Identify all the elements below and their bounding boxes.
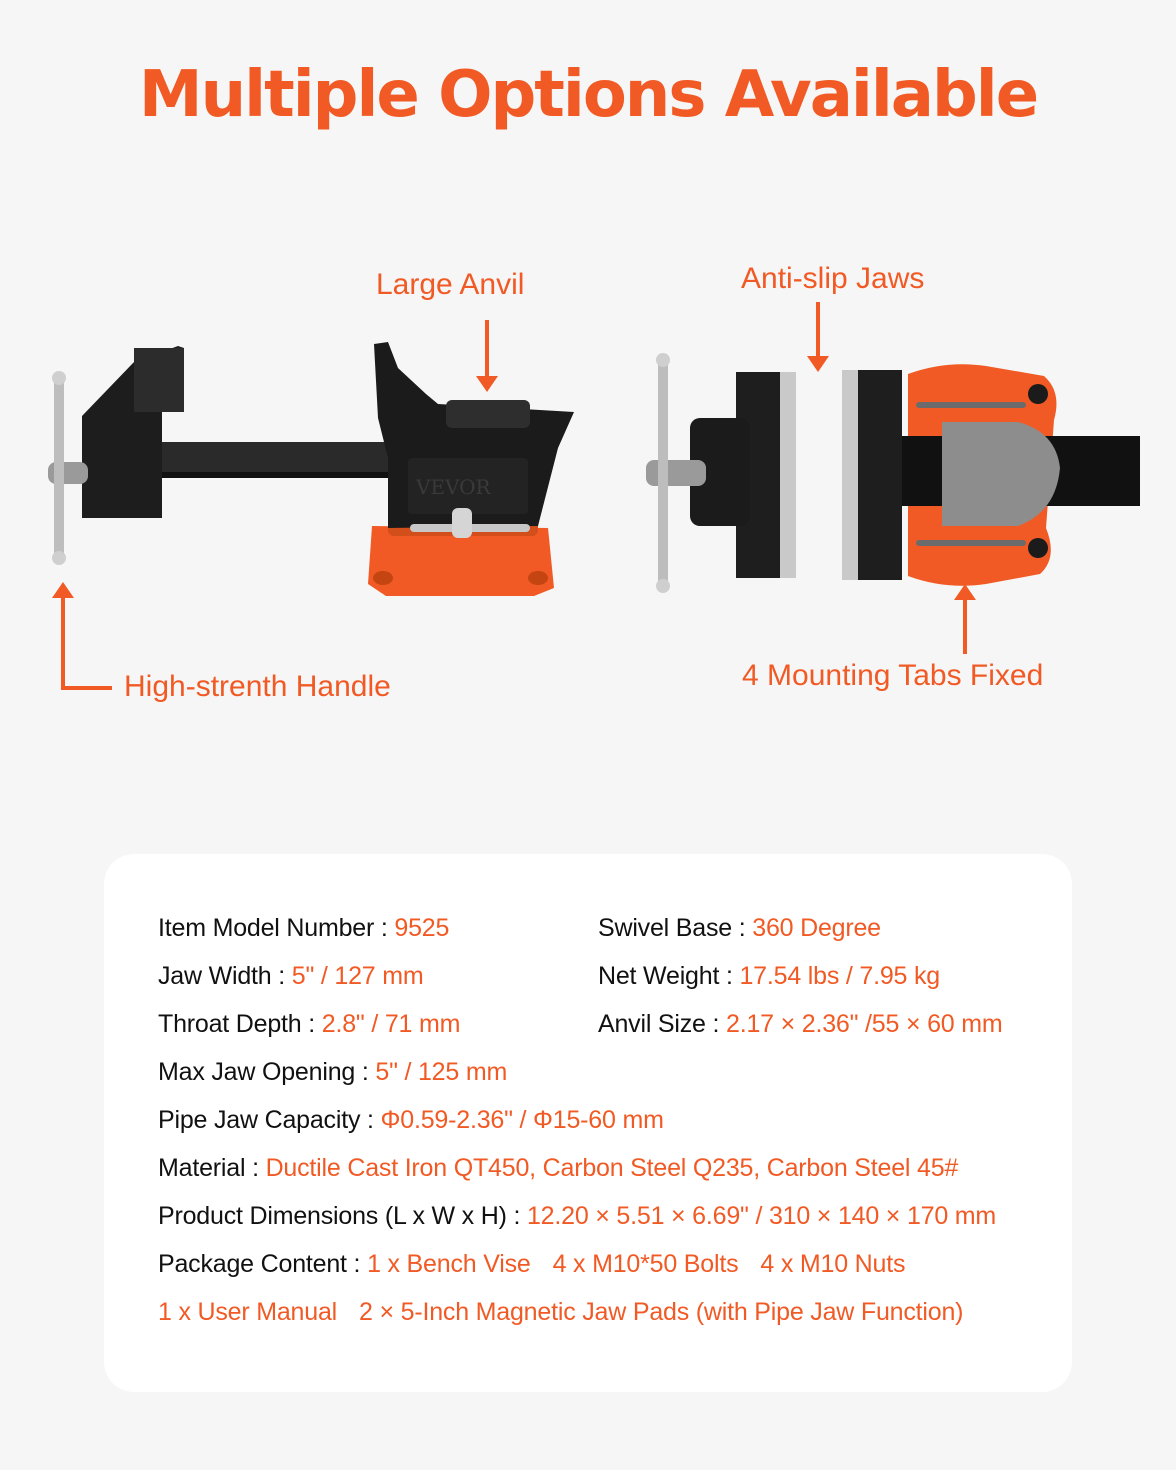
page-title: Multiple Options Available bbox=[138, 58, 1038, 132]
callout-handle: High-strenth Handle bbox=[124, 670, 391, 703]
spec-product-dimensions: Product Dimensions (L x W x H) : 12.20 × 5.51 × 6.69" / 310 × 140 × 170 mm bbox=[158, 1202, 997, 1230]
spec-package-content: Package Content : 1 x Bench Vise 4 x M10*50 Bolts 4 x M10 Nuts bbox=[158, 1250, 906, 1278]
spec-material: Material : Ductile Cast Iron QT450, Carbon Steel Q235, Carbon Steel 45# bbox=[158, 1154, 959, 1182]
spec-max-jaw-opening: Max Jaw Opening : 5" / 125 mm bbox=[158, 1058, 508, 1086]
spec-pipe-jaw-capacity: Pipe Jaw Capacity : Φ0.59-2.36" / Φ15-60 mm bbox=[158, 1106, 664, 1134]
callout-anti-slip-jaws: Anti-slip Jaws bbox=[741, 262, 925, 295]
package-item: 4 x M10 Nuts bbox=[760, 1250, 906, 1278]
spec-jaw-width: Jaw Width : 5" / 127 mm bbox=[158, 962, 424, 990]
brand-mark: VEVOR bbox=[416, 475, 491, 499]
package-item: 2 × 5-Inch Magnetic Jaw Pads (with Pipe Jaw Function) bbox=[359, 1298, 964, 1326]
spec-anvil-size: Anvil Size : 2.17 × 2.36" /55 × 60 mm bbox=[598, 1010, 1003, 1038]
callout-mounting-tabs: 4 Mounting Tabs Fixed bbox=[742, 659, 1044, 692]
package-item: 1 x Bench Vise bbox=[367, 1250, 531, 1278]
package-item: 4 x M10*50 Bolts bbox=[552, 1250, 739, 1278]
spec-net-weight: Net Weight : 17.54 lbs / 7.95 kg bbox=[598, 962, 940, 990]
spec-model: Item Model Number : 9525 bbox=[158, 914, 450, 942]
bench-vise-side-view-image bbox=[38, 338, 584, 600]
spec-card bbox=[104, 854, 1072, 1392]
spec-swivel-base: Swivel Base : 360 Degree bbox=[598, 914, 881, 942]
spec-package-content-continued bbox=[158, 1298, 963, 1327]
callout-large-anvil: Large Anvil bbox=[376, 268, 525, 301]
bench-vise-top-view-image bbox=[646, 352, 1142, 598]
spec-throat-depth: Throat Depth : 2.8" / 71 mm bbox=[158, 1010, 461, 1038]
package-item: 1 x User Manual bbox=[158, 1298, 338, 1326]
